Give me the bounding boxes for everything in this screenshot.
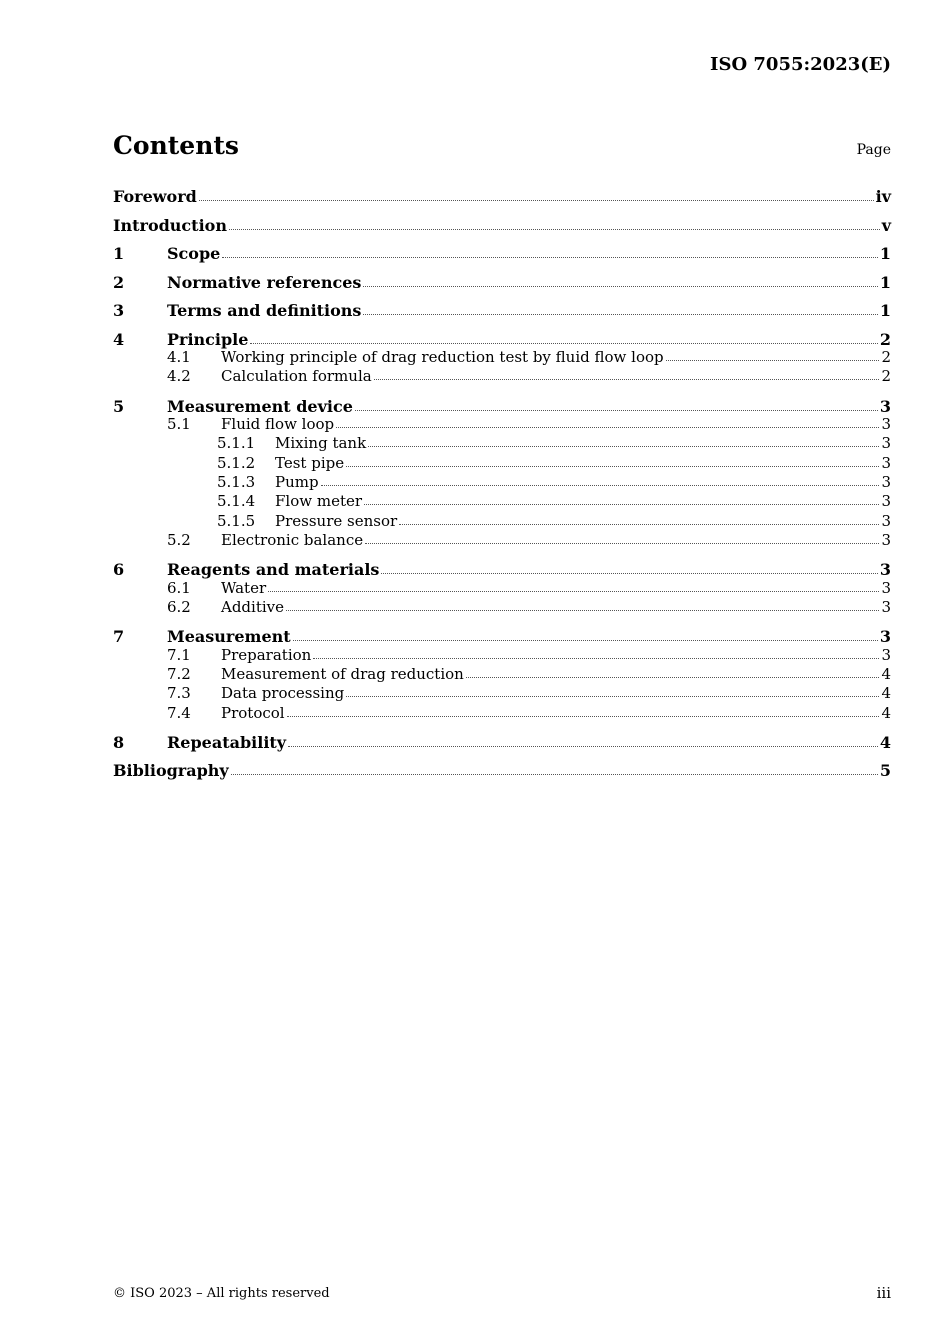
toc-entry-page[interactable]: 3 [879, 560, 891, 580]
toc-entry-title[interactable]: Terms and definitions [167, 301, 362, 320]
toc-entry-page[interactable]: 3 [881, 645, 891, 664]
toc-entry-number: 5.1.2 [217, 453, 256, 472]
dot-leader [381, 569, 877, 574]
toc-entry-number: 7.2 [167, 665, 191, 684]
toc-entry-title[interactable]: Water [221, 578, 267, 597]
toc-entry-page[interactable]: 1 [879, 272, 891, 292]
contents-title: Contents [113, 131, 240, 160]
toc-entry[interactable] [113, 396, 891, 416]
toc-entry-page[interactable]: v [881, 215, 891, 235]
toc-entry-title[interactable]: Pump [275, 472, 319, 491]
toc-entry[interactable] [113, 646, 891, 665]
dot-leader [365, 539, 879, 544]
toc-entry[interactable] [113, 512, 891, 531]
toc-entry-title[interactable]: Electronic balance [221, 530, 364, 549]
toc-entry-page[interactable]: iv [875, 187, 891, 206]
toc-entry[interactable] [113, 579, 891, 598]
toc-entry[interactable] [113, 473, 891, 492]
toc-entry-page[interactable]: 2 [881, 348, 891, 366]
toc-entry-title[interactable]: Foreword [113, 187, 197, 206]
toc-entry-title[interactable]: Measurement of drag reduction [221, 665, 464, 684]
toc-entry-page[interactable]: 4 [881, 703, 891, 722]
toc-entry-number: 4.2 [167, 367, 191, 386]
toc-entry-title[interactable]: Repeatability [167, 732, 287, 752]
toc-entry-title[interactable]: Test pipe [275, 453, 345, 472]
dot-leader [466, 673, 880, 678]
toc-entry-page[interactable]: 3 [881, 453, 891, 472]
page-column-label: Page [856, 142, 891, 158]
toc-entry[interactable] [113, 243, 891, 272]
toc-entry[interactable] [113, 531, 891, 550]
dot-leader [268, 587, 879, 592]
toc-entry-number: 7.3 [167, 684, 191, 703]
toc-entry[interactable] [113, 704, 891, 723]
dot-leader [346, 692, 879, 697]
toc-entry-page[interactable]: 3 [881, 530, 891, 549]
toc-entry-title[interactable]: Reagents and materials [167, 560, 380, 580]
toc-entry-number: 7 [113, 627, 125, 647]
dot-leader [346, 462, 879, 467]
toc-entry-number: 1 [113, 244, 125, 263]
toc-entry[interactable] [113, 367, 891, 386]
toc-entry-title[interactable]: Data processing [221, 684, 345, 703]
toc-entry[interactable] [113, 272, 891, 301]
toc-entry-title[interactable]: Introduction [113, 215, 227, 235]
toc-entry-number: 5.1.1 [217, 434, 256, 453]
page-number: iii [876, 1284, 891, 1302]
toc-entry-number: 6.2 [167, 597, 191, 616]
toc-entry-page[interactable]: 3 [881, 492, 891, 511]
toc-entry-number: 4 [113, 329, 125, 349]
toc-entry[interactable] [113, 300, 891, 329]
toc-entry[interactable] [113, 329, 891, 349]
toc-entry[interactable] [113, 684, 891, 703]
toc-entry-page[interactable]: 5 [879, 761, 891, 781]
dot-leader [286, 606, 879, 611]
toc-entry[interactable] [113, 454, 891, 473]
toc-entry-number: 7.4 [167, 703, 191, 722]
toc-entry[interactable] [113, 760, 891, 789]
toc-entry-number: 2 [113, 272, 125, 292]
toc-entry[interactable] [113, 665, 891, 684]
toc-entry-page[interactable]: 3 [881, 597, 891, 616]
toc-entry-page[interactable]: 2 [879, 329, 891, 349]
dot-leader [313, 654, 879, 659]
toc-entry-page[interactable]: 3 [879, 627, 891, 647]
toc-entry-title[interactable]: Preparation [221, 645, 312, 664]
copyright-notice: © ISO 2023 – All rights reserved [113, 1286, 330, 1301]
toc-entry[interactable] [113, 434, 891, 453]
toc-entry-page[interactable]: 3 [881, 415, 891, 434]
dot-leader [364, 500, 879, 505]
toc-entry[interactable] [113, 492, 891, 511]
toc-entry-title[interactable]: Bibliography [113, 761, 229, 781]
toc-entry-title[interactable]: Pressure sensor [275, 511, 398, 530]
toc-entry-title[interactable]: Measurement device [167, 396, 353, 416]
toc-entry-title[interactable]: Working principle of drag reduction test by fluid flow loop [221, 348, 664, 366]
dot-leader [374, 375, 880, 380]
toc-entry-number: 6.1 [167, 578, 191, 597]
dot-leader [293, 636, 878, 641]
toc-entry-number: 5.1.3 [217, 472, 256, 491]
toc-entry-title[interactable]: Flow meter [275, 492, 363, 511]
toc-entry-number: 8 [113, 732, 125, 752]
toc-entry[interactable] [113, 598, 891, 617]
toc-entry-page[interactable]: 2 [881, 367, 891, 386]
toc-entry-title[interactable]: Normative references [167, 272, 362, 292]
toc-entry[interactable] [113, 415, 891, 434]
toc-entry-title[interactable]: Fluid flow loop [221, 415, 335, 434]
toc-entry-page[interactable]: 1 [879, 244, 891, 263]
dot-leader [288, 742, 878, 747]
toc-entry-number: 5 [113, 396, 125, 416]
toc-entry[interactable] [113, 626, 891, 646]
toc-entry-page[interactable]: 4 [881, 665, 891, 684]
dot-leader [666, 356, 880, 361]
toc-entry-number: 5.1 [167, 415, 191, 434]
toc-entry[interactable] [113, 732, 891, 761]
toc-entry-number: 5.1.5 [217, 511, 256, 530]
toc-entry-number: 6 [113, 560, 125, 580]
toc-entry-page[interactable]: 3 [881, 578, 891, 597]
dot-leader [363, 282, 877, 287]
toc-entry-number: 7.1 [167, 645, 191, 664]
toc-entry-title[interactable]: Protocol [221, 703, 285, 722]
toc-entry-page[interactable]: 3 [881, 434, 891, 453]
dot-leader [222, 253, 878, 258]
toc-entry-title[interactable]: Mixing tank [275, 434, 367, 453]
dot-leader [368, 442, 879, 447]
toc-entry[interactable] [113, 348, 891, 367]
dot-leader [355, 406, 878, 411]
dot-leader [199, 196, 874, 201]
toc-entry-number: 4.1 [167, 348, 191, 366]
toc-entry-page[interactable]: 3 [881, 511, 891, 530]
dot-leader [250, 339, 877, 344]
toc-entry-number: 5.1.4 [217, 492, 256, 511]
dot-leader [287, 712, 880, 717]
toc-entry[interactable] [113, 559, 891, 579]
toc-entry-number: 5.2 [167, 530, 191, 549]
dot-leader [231, 770, 878, 775]
toc-entry-page[interactable]: 1 [879, 301, 891, 320]
toc-entry-title[interactable]: Additive [221, 597, 285, 616]
toc-entry-title[interactable]: Principle [167, 329, 249, 349]
toc-entry-page[interactable]: 3 [881, 472, 891, 491]
toc-entry[interactable] [113, 215, 891, 244]
toc-entry-title[interactable]: Calculation formula [221, 367, 372, 386]
dot-leader [336, 423, 879, 428]
dot-leader [399, 520, 879, 525]
toc-entry-page[interactable]: 4 [879, 732, 891, 752]
toc-entry-page[interactable]: 3 [879, 396, 891, 416]
dot-leader [229, 225, 880, 230]
toc-entry-title[interactable]: Measurement [167, 627, 291, 647]
toc-entry-title[interactable]: Scope [167, 244, 221, 263]
table-of-contents [113, 186, 891, 789]
toc-entry[interactable] [113, 186, 891, 215]
dot-leader [321, 481, 880, 486]
document-id: ISO 7055:2023(E) [710, 54, 891, 75]
dot-leader [363, 310, 877, 315]
toc-entry-page[interactable]: 4 [881, 684, 891, 703]
toc-entry-number: 3 [113, 301, 125, 320]
